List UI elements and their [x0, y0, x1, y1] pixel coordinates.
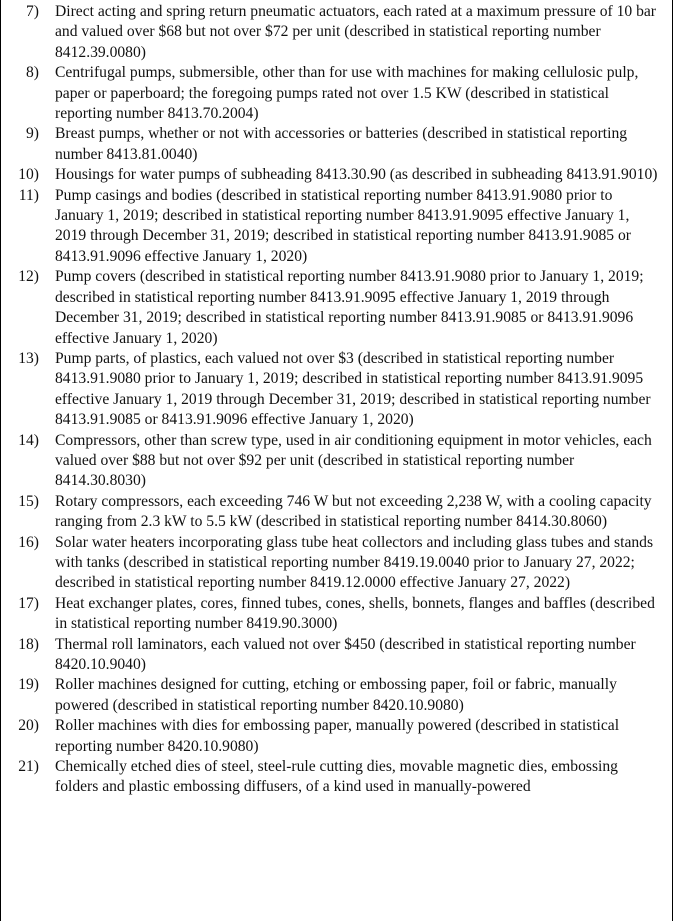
item-number: 15) — [18, 492, 39, 510]
list-item — [1, 675, 672, 716]
list-item — [1, 533, 672, 594]
tariff-item-list — [1, 2, 672, 798]
list-item — [1, 757, 672, 798]
item-text: Solar water heaters incorporating glass tube heat collectors and including glass tubes and stands with tanks (described in statistical reporting number 8419.19.0040 prior to January 27, 2022; described in statistical reporting number 8419.12.0000 effective January 27, 2022) — [55, 533, 654, 592]
item-text: Heat exchanger plates, cores, finned tubes, cones, shells, bonnets, flanges and baffles (described in statistical reporting number 8419.90.3000) — [55, 594, 655, 633]
item-number: 9) — [26, 125, 39, 143]
list-item — [1, 124, 672, 165]
item-text: Centrifugal pumps, submersible, other than for use with machines for making cellulosic pulp, paper or paperboard; the foregoing pumps rated not over 1.5 KW (described in statistical reporting number 8413.70.2004) — [55, 64, 639, 123]
item-text: Compressors, other than screw type, used in air conditioning equipment in motor vehicles, each valued over $88 but not over $92 per unit (described in statistical reporting number 8414.30.8030) — [55, 431, 652, 490]
list-item — [1, 165, 672, 185]
list-item — [1, 2, 672, 63]
item-number: 17) — [18, 594, 39, 612]
list-item — [1, 63, 672, 124]
list-item — [1, 492, 672, 533]
item-number: 8) — [26, 64, 39, 82]
list-item — [1, 716, 672, 757]
item-number: 19) — [18, 676, 39, 694]
item-number: 14) — [18, 431, 39, 449]
item-text: Pump covers (described in statistical reporting number 8413.91.9080 prior to January 1, 2019; described in statistical reporting number 8413.91.9095 effective January 1, 2019 through December 31, 2019; described in statistical reporting number 8413.91.9085 or 8413.91.9096 effective January 1, 2020) — [55, 268, 644, 347]
item-text: Breast pumps, whether or not with accessories or batteries (described in statistical reporting number 8413.81.0040) — [55, 125, 628, 163]
item-text: Housings for water pumps of subheading 8413.30.90 (as described in subheading 8413.91.9010) — [55, 166, 658, 184]
list-item — [1, 635, 672, 676]
item-number: 10) — [18, 166, 39, 184]
item-number: 12) — [18, 268, 39, 286]
item-text: Pump parts, of plastics, each valued not over $3 (described in statistical reporting number 8413.91.9080 prior to January 1, 2019; described in statistical reporting number 8413.91.9095 effective January 1, 2019 through December 31, 2019; described in statistical reporting number 8413.91.9085 or 8413.91.9096 effective January 1, 2020) — [55, 349, 651, 429]
list-item — [1, 186, 672, 268]
item-number: 16) — [18, 533, 39, 551]
item-text: Roller machines designed for cutting, etching or embossing paper, foil or fabric, manually powered (described in statistical reporting number 8420.10.9080) — [55, 676, 617, 714]
item-text: Rotary compressors, each exceeding 746 W but not exceeding 2,238 W, with a cooling capacity ranging from 2.3 kW to 5.5 kW (described in statistical reporting number 8414.30.8060) — [55, 492, 652, 531]
item-text: Roller machines with dies for embossing paper, manually powered (described in statistical reporting number 8420.10.9080) — [55, 717, 620, 755]
item-text: Chemically etched dies of steel, steel-rule cutting dies, movable magnetic dies, embossing folders and plastic embossing diffusers, of a kind used in manually-powered — [55, 758, 618, 796]
item-number: 13) — [18, 349, 39, 367]
item-number: 11) — [18, 186, 39, 204]
item-number: 20) — [18, 717, 39, 735]
list-item — [1, 349, 672, 431]
item-number: 7) — [26, 3, 39, 20]
list-item — [1, 267, 672, 349]
list-item — [1, 594, 672, 635]
item-text: Pump casings and bodies (described in statistical reporting number 8413.91.9080 prior to January 1, 2019; described in statistical reporting number 8413.91.9095 effective January 1, 2019 through December 31, 2019; described in statistical reporting number 8413.91.9085 or 8413.91.9096 effective January 1, 2020) — [55, 186, 631, 265]
item-text: Thermal roll laminators, each valued not over $450 (described in statistical reporting number 8420.10.9040) — [55, 635, 636, 673]
item-text: Direct acting and spring return pneumatic actuators, each rated at a maximum pressure of 10 bar and valued over $68 but not over $72 per unit (described in statistical reporting number 8412.39.0080) — [55, 3, 656, 61]
list-item — [1, 431, 672, 492]
item-number: 21) — [18, 758, 39, 776]
item-number: 18) — [18, 635, 39, 653]
